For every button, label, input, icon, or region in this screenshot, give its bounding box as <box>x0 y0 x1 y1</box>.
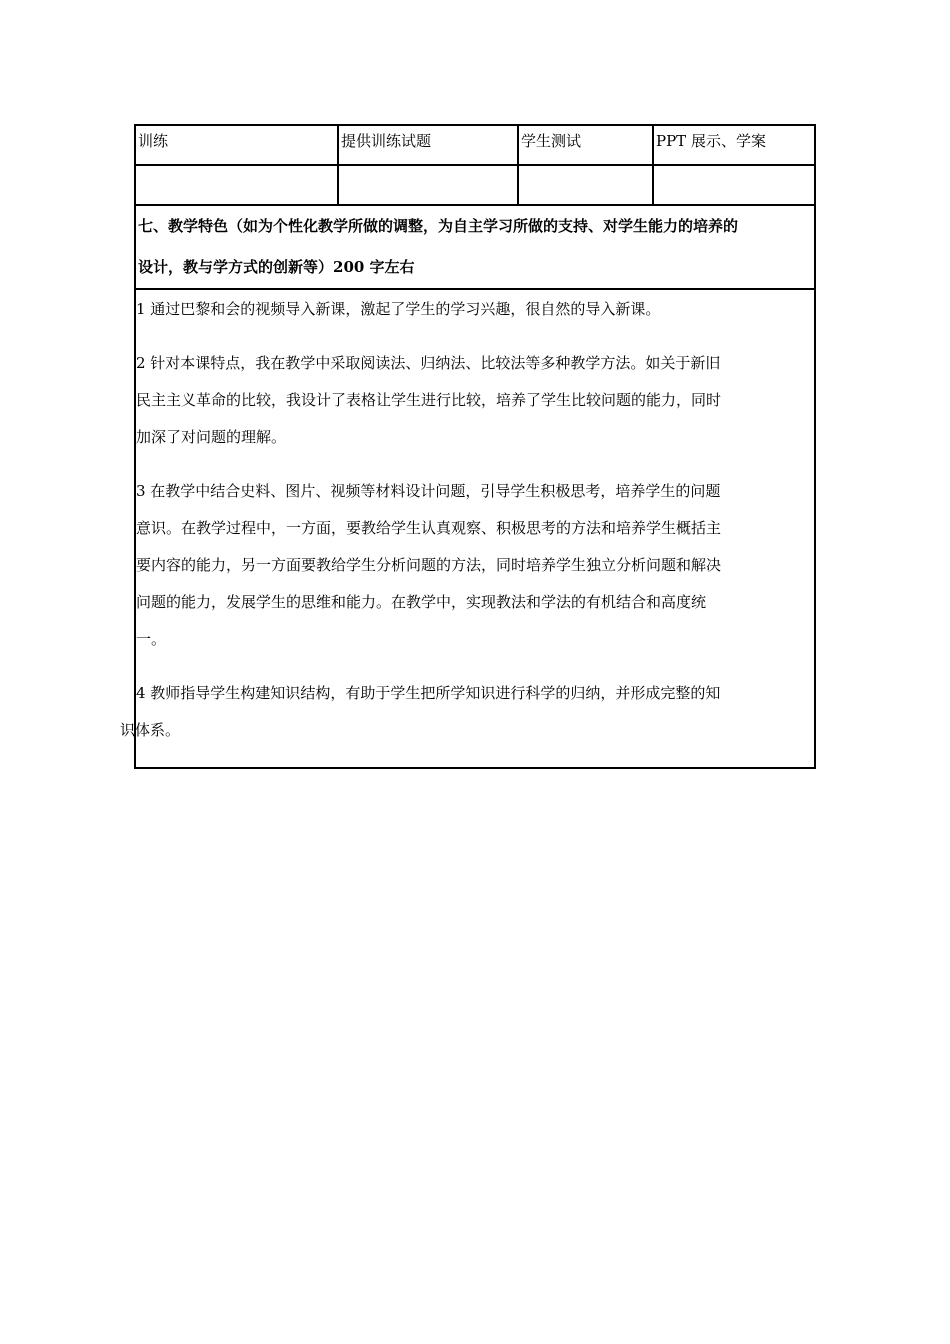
table-cell <box>518 125 653 165</box>
table-cell <box>135 125 338 165</box>
paragraph-line: 问题的能力，发展学生的思维和能力。在教学中，实现教法和学法的有机结合和高度统 <box>136 593 707 611</box>
section-heading <box>136 206 814 288</box>
paragraph <box>136 345 814 456</box>
paragraph <box>136 473 814 658</box>
heading-line: 七、教学特色（如为个性化教学所做的调整，为自主学习所做的支持、对学生能力的培养的 <box>138 217 739 235</box>
paragraph-line: 4 教师指导学生构建知识结构，有助于学生把所学知识进行科学的归纳，并形成完整的知 <box>136 684 721 702</box>
cell-teacher-activity: 提供训练试题 <box>341 132 432 150</box>
cell-media: PPT 展示、学案 <box>656 132 766 150</box>
section-heading-row <box>135 205 815 289</box>
paragraph-line: 3 在教学中结合史料、图片、视频等材料设计问题，引导学生积极思考，培养学生的问题 <box>136 482 721 500</box>
table-row <box>135 125 815 165</box>
table-cell-empty <box>135 165 338 205</box>
paragraph-line: 民主主义革命的比较，我设计了表格让学生进行比较，培养了学生比较问题的能力，同时 <box>136 391 722 409</box>
cell-student-activity: 学生测试 <box>521 132 582 150</box>
cell-stage: 训练 <box>138 132 169 150</box>
paragraph-line: 1 通过巴黎和会的视频导入新课，激起了学生的学习兴趣，很自然的导入新课。 <box>136 300 661 318</box>
paragraph-line: 要内容的能力，另一方面要教给学生分析问题的方法，同时培养学生独立分析问题和解决 <box>136 556 722 574</box>
table-row <box>135 165 815 205</box>
section-body-cell <box>120 289 815 768</box>
table-cell-empty <box>518 165 653 205</box>
paragraph-line: 加深了对问题的理解。 <box>136 428 287 446</box>
paragraph <box>136 290 814 328</box>
paragraph-line: 识体系。 <box>120 721 181 739</box>
heading-line: 设计，教与学方式的创新等）200 字左右 <box>138 258 415 276</box>
section-heading-cell <box>135 205 815 289</box>
table-cell-empty <box>338 165 518 205</box>
paragraph-line: 2 针对本课特点，我在教学中采取阅读法、归纳法、比较法等多种教学方法。如关于新旧 <box>136 354 721 372</box>
table-cell-empty <box>653 165 815 205</box>
paragraph <box>120 675 814 749</box>
paragraph-line: 意识。在教学过程中，一方面，要教给学生认真观察、积极思考的方法和培养学生概括主 <box>136 519 722 537</box>
paragraph-line: 一。 <box>136 630 167 648</box>
table-cell <box>653 125 815 165</box>
table-cell <box>338 125 518 165</box>
section-body-row <box>135 289 815 768</box>
section-body <box>120 290 814 767</box>
lesson-plan-table <box>120 124 816 769</box>
